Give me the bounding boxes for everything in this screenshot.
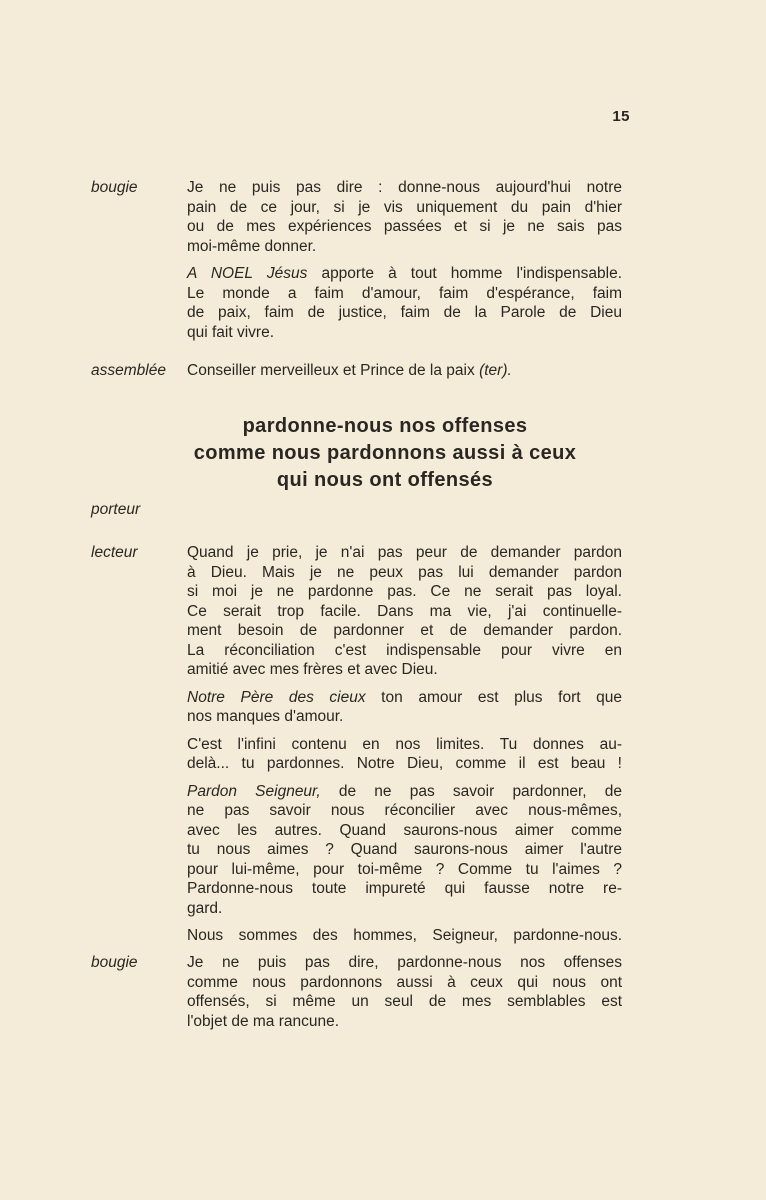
heading-line: comme nous pardonnons aussi à ceux <box>193 442 577 464</box>
text-line: ne pas savoir nous réconcilier avec nous-mêmes, <box>187 802 622 819</box>
paragraph <box>187 543 622 680</box>
text-line: qui fait vivre. <box>187 323 275 341</box>
paragraph <box>187 953 622 1031</box>
text-line: de paix, faim de justice, faim de la Parole de Dieu <box>187 304 622 321</box>
bougie-text-2 <box>187 953 622 1031</box>
text-line: La réconciliation c'est indispensable pour vivre en <box>187 641 622 659</box>
text-line: avec les autres. Quand saurons-nous aimer comme <box>187 821 622 839</box>
speaker-lecteur: lecteur <box>91 544 138 561</box>
heading-line: qui nous ont offensés <box>276 469 494 491</box>
lecteur-text <box>187 543 622 946</box>
text-line <box>187 264 622 284</box>
assemblee-text <box>187 361 622 381</box>
text-line: tu nous aimes ? Quand saurons-nous aimer l'autre <box>187 841 622 858</box>
text-run: apporte à tout homme l'indispensable. <box>307 265 623 282</box>
text-line: gard. <box>187 899 223 917</box>
heading-line: pardonne-nous nos offenses <box>242 415 528 437</box>
text-line: amitié avec mes frères et avec Dieu. <box>187 661 438 678</box>
text-line: Nous sommes des hommes, Seigneur, pardonne-nous. <box>187 927 622 944</box>
italic-lead: Notre Père des cieux <box>187 688 366 706</box>
text-line: Ce serait trop facile. Dans ma vie, j'ai continuelle- <box>187 602 622 620</box>
text-line <box>187 362 512 379</box>
text-line: Pardonne-nous toute impureté qui fausse notre re- <box>187 880 622 897</box>
text-line <box>187 688 622 708</box>
speaker-bougie: bougie <box>91 179 138 196</box>
speaker-assemblee: assemblée <box>91 362 166 379</box>
paragraph <box>187 926 622 946</box>
speaker-bougie-2: bougie <box>91 954 138 971</box>
text-line: Le monde a faim d'amour, faim d'espérance, faim <box>187 284 622 302</box>
text-run: ton amour est plus fort que <box>365 688 622 706</box>
text-line: C'est l'infini contenu en nos limites. Tu donnes au- <box>187 735 622 753</box>
text-line: Je ne puis pas dire, pardonne-nous nos offenses <box>187 954 622 971</box>
italic-lead: A NOEL Jésus <box>187 265 308 282</box>
text-line: si moi je ne pardonne pas. Ce ne serait pas loyal. <box>187 583 622 600</box>
page-number: 15 <box>612 108 630 125</box>
paragraph <box>187 688 622 727</box>
text-line: Je ne puis pas dire : donne-nous aujourd'hui notre <box>187 179 622 196</box>
text-run: Conseiller merveilleux et Prince de la paix <box>187 362 475 379</box>
text-line: offensés, si même un seul de mes semblables est <box>187 993 622 1010</box>
italic-lead: Pardon Seigneur, <box>187 782 321 800</box>
paragraph <box>187 782 622 919</box>
text-line: nos manques d'amour. <box>187 708 344 725</box>
text-line: comme nous pardonnons aussi à ceux qui nous ont <box>187 973 622 991</box>
text-line: ou de mes expériences passées et si je ne sais pas <box>187 218 622 235</box>
speaker-porteur: porteur <box>91 501 141 518</box>
italic-run: (ter). <box>479 362 512 379</box>
text-line: moi-même donner. <box>187 237 317 255</box>
text-line: l'objet de ma rancune. <box>187 1012 340 1030</box>
text-line: pour lui-même, pour toi-même ? Comme tu l'aimes ? <box>187 860 622 878</box>
section-heading <box>120 413 650 494</box>
text-line: ment besoin de pardonner et de demander pardon. <box>187 622 622 639</box>
paragraph <box>187 178 622 256</box>
text-line: Quand je prie, je n'ai pas peur de demander pardon <box>187 544 622 561</box>
paragraph <box>187 735 622 774</box>
text-line: pain de ce jour, si je vis uniquement du pain d'hier <box>187 198 622 216</box>
text-line <box>187 782 622 802</box>
bougie-text-1 <box>187 178 622 342</box>
text-run: de ne pas savoir pardonner, de <box>320 782 622 800</box>
text-line: à Dieu. Mais je ne peux pas lui demander pardon <box>187 563 622 581</box>
paragraph <box>187 264 622 342</box>
text-line: delà... tu pardonnes. Notre Dieu, comme il est beau ! <box>187 755 622 772</box>
